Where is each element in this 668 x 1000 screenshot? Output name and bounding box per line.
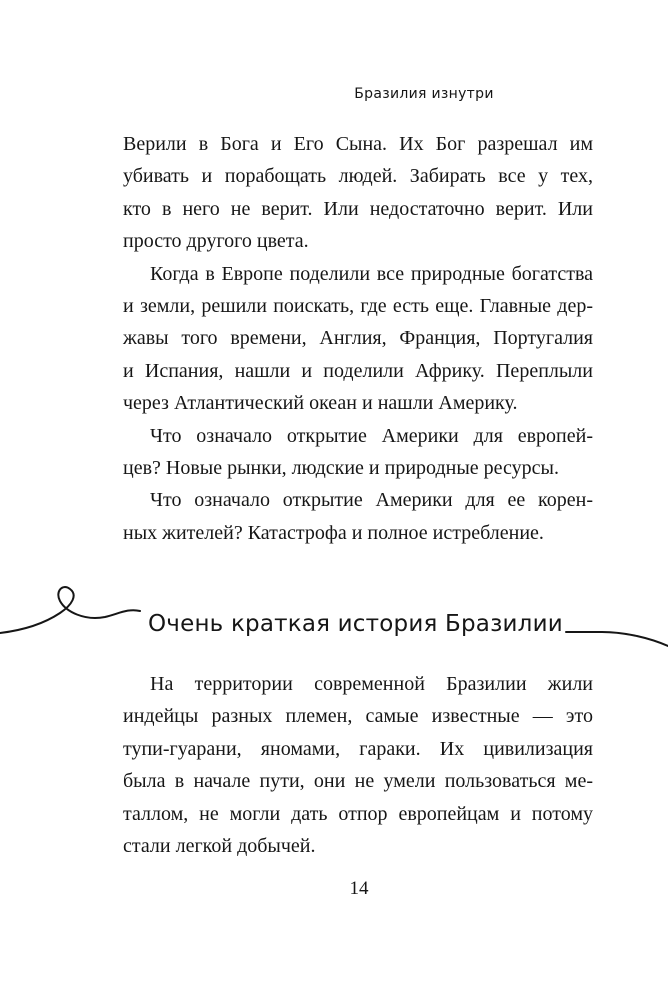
section-heading-block (0, 578, 668, 658)
text-line: кто в него не верит. Или недостаточно верит. Или (123, 197, 593, 220)
text-line: Верили в Бога и Его Сына. Их Бог разрешал им (123, 133, 593, 155)
text-line: стали легкой добычей. (123, 835, 316, 858)
text-line: и Испания, нашли и поделили Африку. Переплыли (123, 359, 593, 382)
section-heading: Очень краткая история Бразилии (148, 611, 563, 637)
left-swirl-line (0, 587, 140, 633)
paragraph (123, 420, 593, 485)
text-line: тупи-гуарани, яномами, гараки. Их цивилизация (123, 737, 593, 760)
text-line: была в начале пути, они не умели пользоваться ме- (123, 770, 593, 793)
text-line: жавы того времени, Англия, Франция, Португалия (123, 327, 593, 350)
text-line: ных жителей? Катастрофа и полное истребление. (123, 521, 544, 544)
right-underline (566, 632, 668, 646)
text-line: цев? Новые рынки, людские и природные ресурсы. (123, 457, 559, 480)
body-text-top (123, 128, 593, 549)
text-line: Когда в Европе поделили все природные богатства (150, 262, 593, 285)
text-line: Что означало открытие Америки для европей- (150, 424, 593, 447)
text-line: и земли, решили поискать, где есть еще. Главные дер- (123, 295, 593, 318)
page-number: 14 (349, 878, 369, 899)
paragraph (123, 668, 593, 862)
text-line: На территории современной Бразилии жили (150, 673, 593, 695)
paragraph (123, 128, 593, 258)
body-text-bottom (123, 668, 593, 862)
text-line: просто другого цвета. (123, 230, 309, 253)
text-line: убивать и порабощать людей. Забирать все у тех, (123, 165, 593, 188)
paragraph (123, 484, 593, 549)
running-head: Бразилия изнутри (354, 86, 494, 102)
text-line: индейцы разных племен, самые известные — это (123, 705, 593, 728)
text-line: таллом, не могли дать отпор европейцам и потому (123, 802, 593, 825)
text-line: Что означало открытие Америки для ее корен- (150, 489, 593, 512)
paragraph (123, 258, 593, 420)
text-line: через Атлантический океан и нашли Америку. (123, 392, 518, 415)
